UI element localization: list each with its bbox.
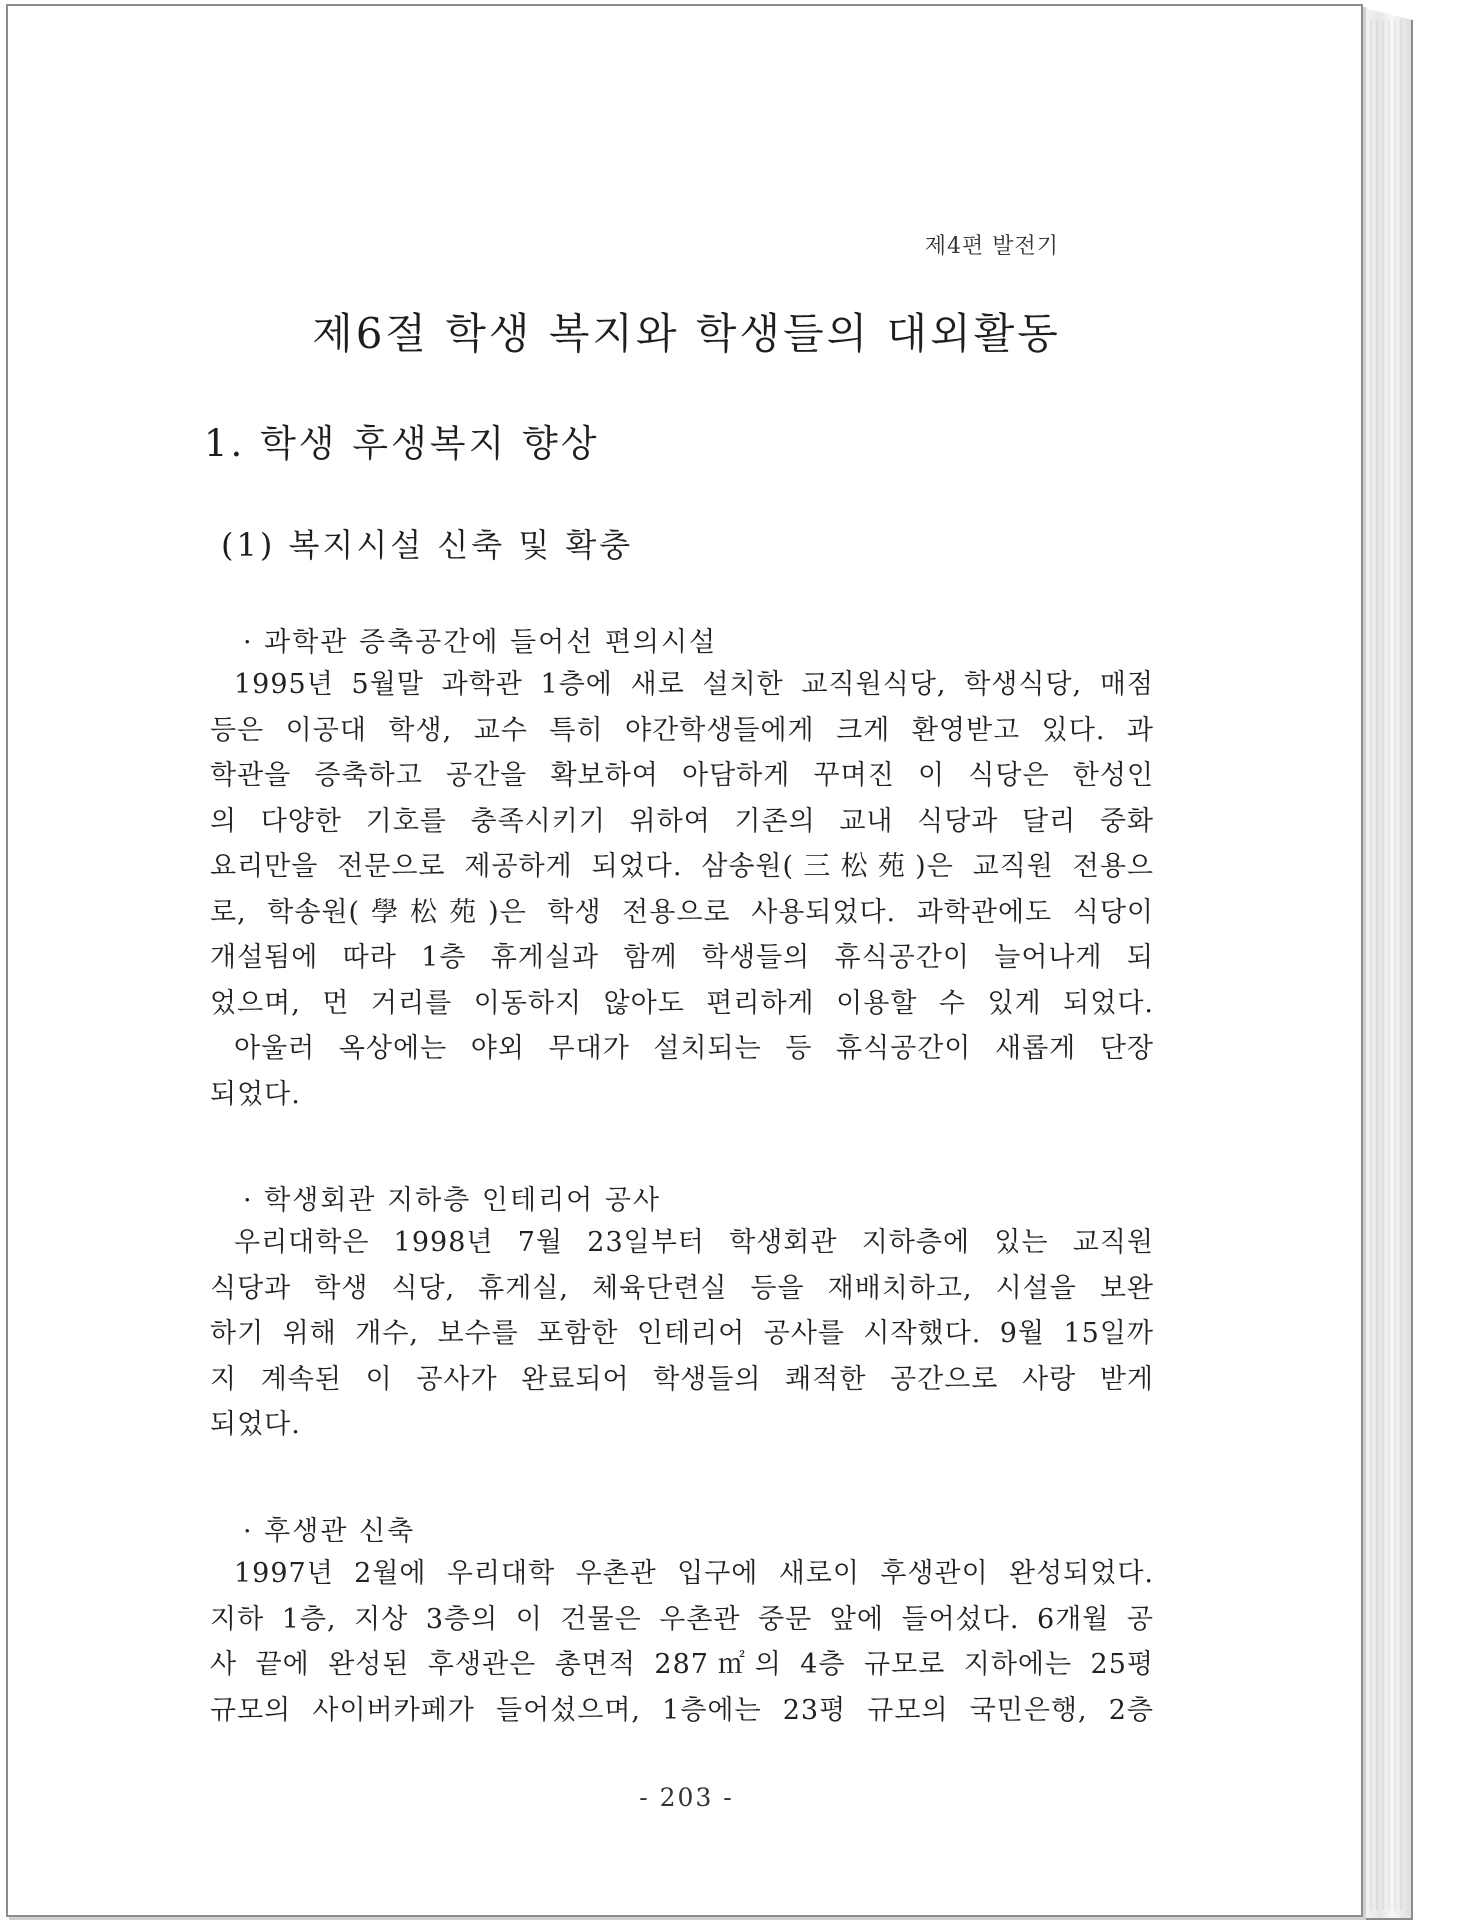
paragraph-line: 의 다양한 기호를 충족시키기 위하여 기존의 교내 식당과 달리 중화 bbox=[210, 805, 1154, 837]
paragraph-line: 사 끝에 완성된 후생관은 총면적 287㎡의 4층 규모로 지하에는 25평 bbox=[210, 1649, 1154, 1680]
paragraph-student-union bbox=[210, 1220, 1154, 1448]
paragraph-line: 되었다. bbox=[210, 1078, 301, 1110]
page-number: - 203 - bbox=[639, 1783, 734, 1812]
paragraph-line: 식당과 학생 식당, 휴게실, 체육단련실 등을 재배치하고, 시설을 보완 bbox=[210, 1272, 1154, 1304]
paragraph-line: 1995년 5월말 과학관 1층에 새로 설치한 교직원식당, 학생식당, 매점 bbox=[234, 669, 1154, 700]
running-head: 제4편 발전기 bbox=[924, 234, 1059, 259]
section-title: 1. 학생 후생복지 향상 bbox=[204, 422, 600, 465]
block-heading-science-hall: · 과학관 증축공간에 들어선 편의시설 bbox=[243, 627, 718, 658]
paragraph-line: 1997년 2월에 우리대학 우촌관 입구에 새로이 후생관이 완성되었다. bbox=[234, 1558, 1154, 1589]
paragraph-line: 규모의 사이버카페가 들어섰으며, 1층에는 23평 규모의 국민은행, 2층 bbox=[210, 1694, 1154, 1726]
paragraph-line: 우리대학은 1998년 7월 23일부터 학생회관 지하층에 있는 교직원 bbox=[234, 1227, 1154, 1258]
paragraph-line: 개설됨에 따라 1층 휴게실과 함께 학생들의 휴식공간이 늘어나게 되 bbox=[210, 942, 1154, 973]
page-stack-lines bbox=[1366, 20, 1406, 1910]
paragraph-line: 로, 학송원(學松苑)은 학생 전용으로 사용되었다. 과학관에도 식당이 bbox=[210, 896, 1154, 928]
paragraph-line: 되었다. bbox=[210, 1409, 301, 1440]
block-heading-student-union: · 학생회관 지하층 인테리어 공사 bbox=[243, 1185, 661, 1216]
paragraph-line: 요리만을 전문으로 제공하게 되었다. 삼송원(三松苑)은 교직원 전용으 bbox=[210, 851, 1154, 882]
paragraph-line: 지하 1층, 지상 3층의 이 건물은 우촌관 중문 앞에 들어섰다. 6개월 공 bbox=[210, 1603, 1154, 1635]
paragraph-line: 아울러 옥상에는 야외 무대가 설치되는 등 휴식공간이 새롭게 단장 bbox=[234, 1033, 1154, 1064]
chapter-title: 제6절 학생 복지와 학생들의 대외활동 bbox=[312, 309, 1061, 358]
document-page bbox=[6, 4, 1363, 1917]
paragraph-line: 지 계속된 이 공사가 완료되어 학생들의 쾌적한 공간으로 사랑 받게 bbox=[210, 1363, 1154, 1395]
subsection-title: (1) 복지시설 신축 및 확충 bbox=[221, 526, 634, 564]
paragraph-science-hall bbox=[210, 662, 1154, 1117]
paragraph-line: 학관을 증축하고 공간을 확보하여 아담하게 꾸며진 이 식당은 한성인 bbox=[210, 760, 1154, 791]
paragraph-line: 었으며, 먼 거리를 이동하지 않아도 편리하게 이용할 수 있게 되었다. bbox=[210, 987, 1154, 1019]
paragraph-line: 등은 이공대 학생, 교수 특히 야간학생들에게 크게 환영받고 있다. 과 bbox=[210, 714, 1154, 746]
paragraph-welfare-hall bbox=[210, 1551, 1154, 1733]
paragraph-line: 하기 위해 개수, 보수를 포함한 인테리어 공사를 시작했다. 9월 15일까 bbox=[210, 1318, 1154, 1349]
block-heading-welfare-hall: · 후생관 신축 bbox=[243, 1516, 416, 1547]
